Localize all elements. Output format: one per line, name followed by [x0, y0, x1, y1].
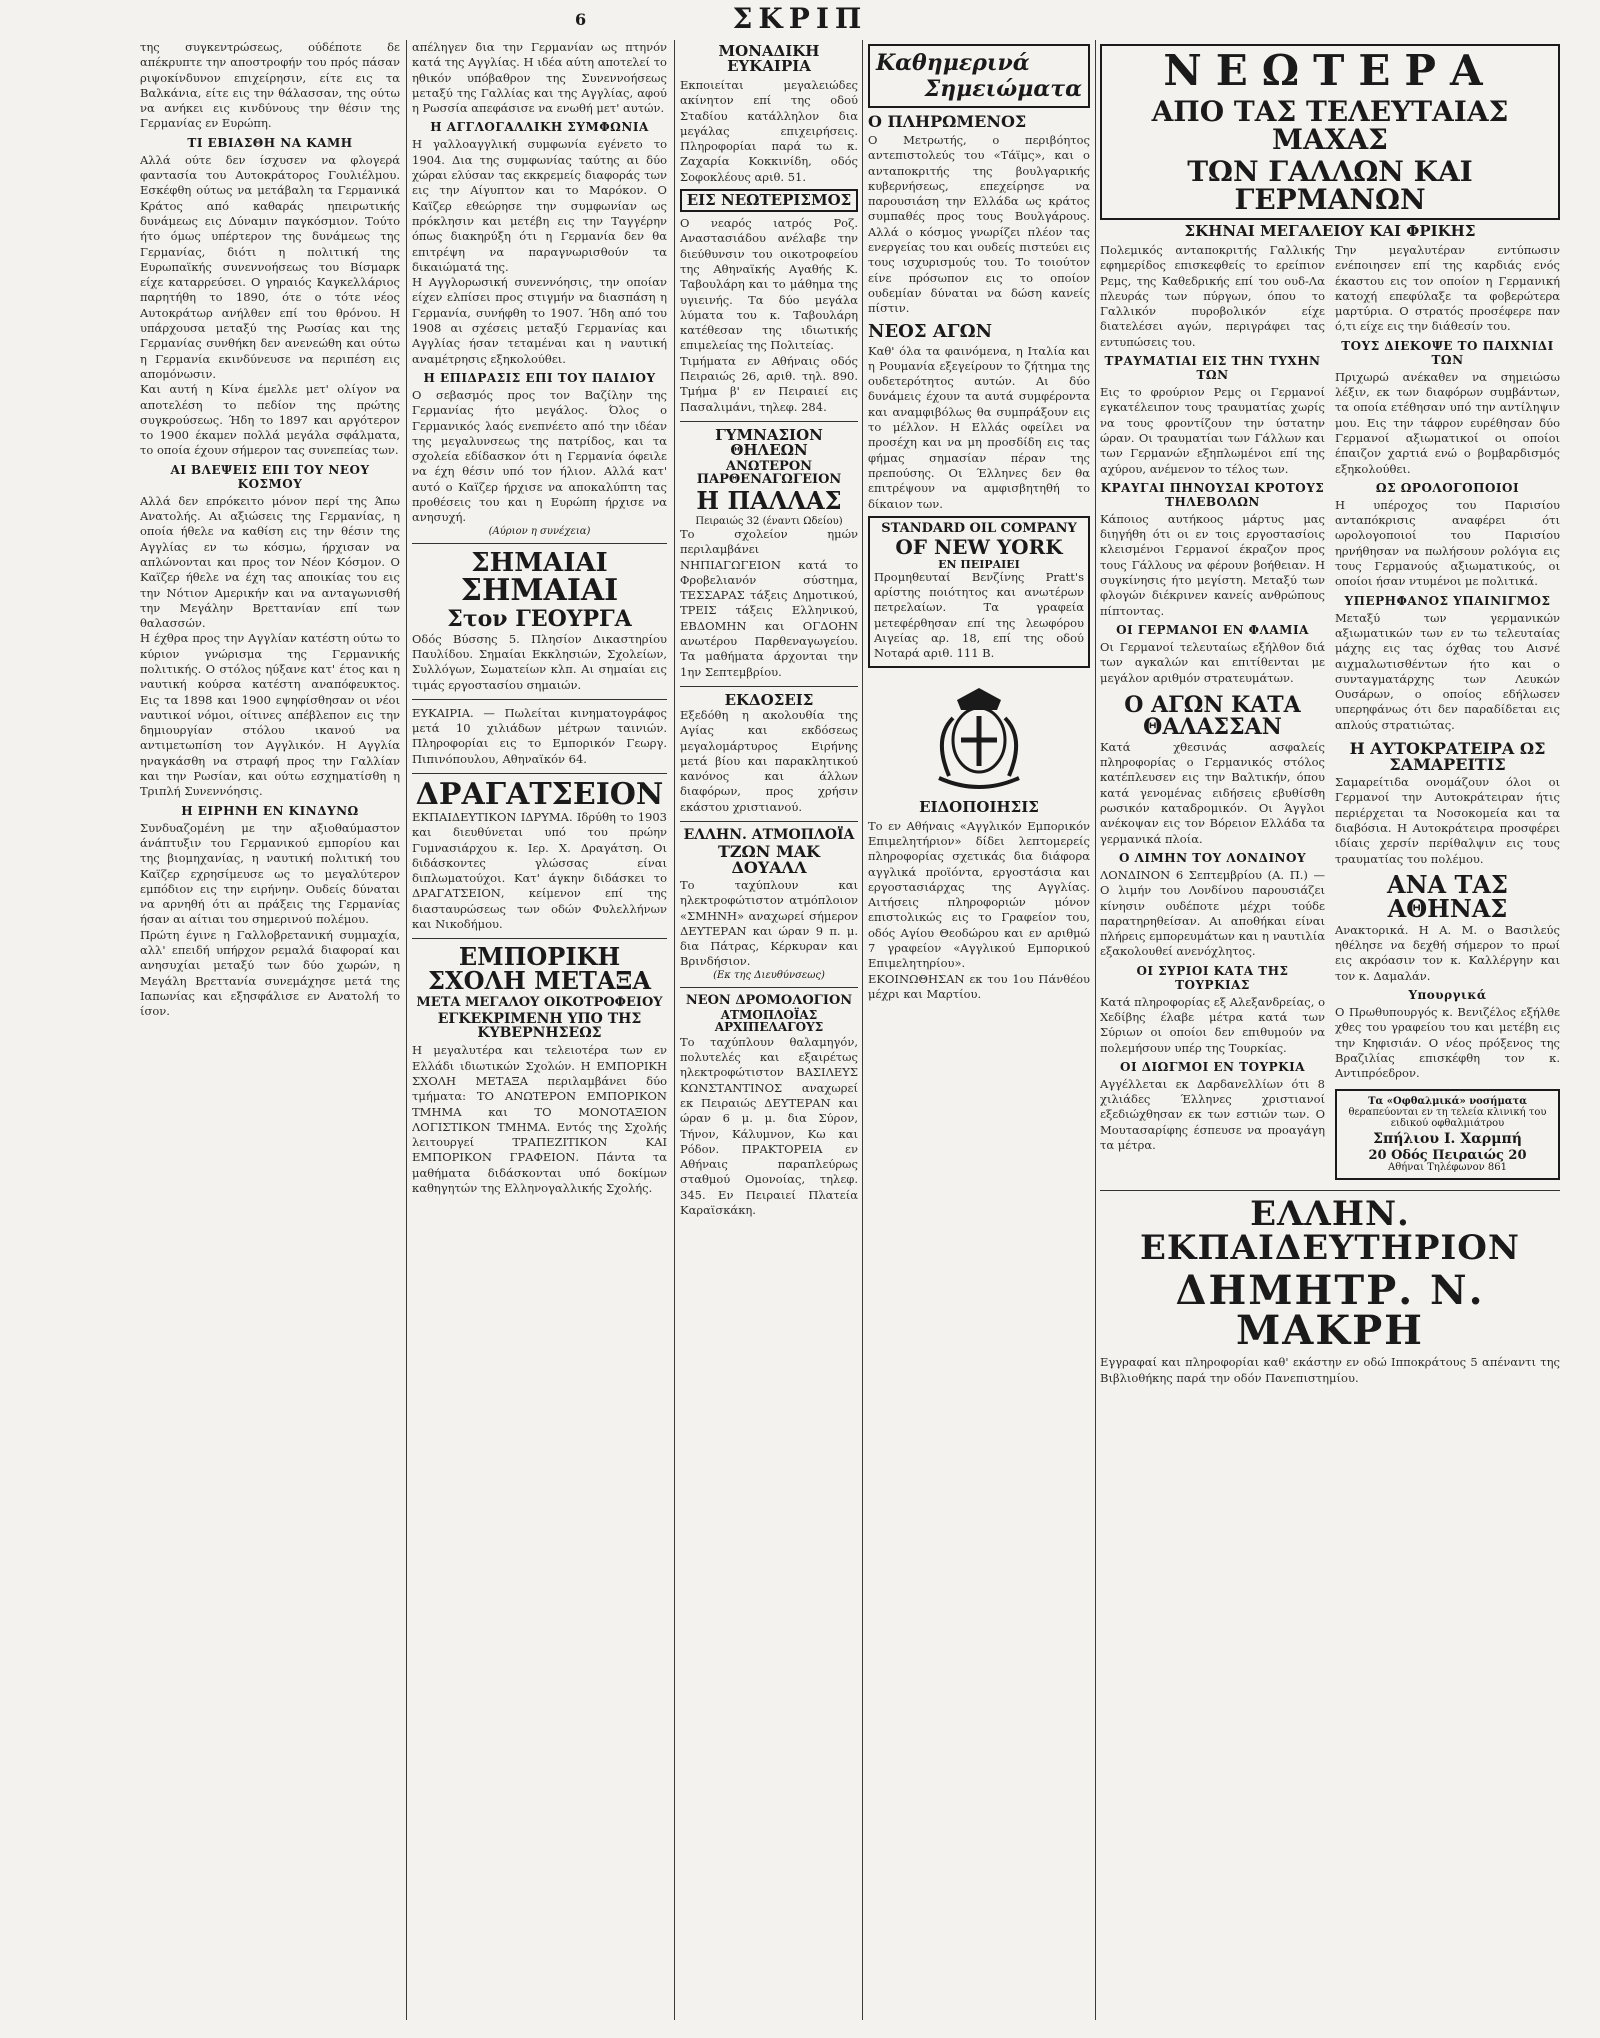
- section-heading: ΤΟΥΣ ΔΙΕΚΟΨΕ ΤΟ ΠΑΙΧΝΙΔΙ ΤΩΝ: [1341, 338, 1554, 367]
- article-text: Πριχωρώ ανέκαθεν να σημειώσω λέξιν, εκ των διαφόρων συμβάντων, τα οποία ετέθησαν υπό την αντίληψιν μου. Εις την τάφρον ευρέθησαν δύο Γερμανοί αξιωματικοί οι οποίοι έπαιζον χαρτιά ενώ ο βομβαρδισμός εξηκολούθει.: [1335, 369, 1560, 476]
- section-heading: ΕΙΣ ΝΕΩΤΕΡΙΣΜΟΣ: [686, 191, 852, 210]
- divider: [680, 686, 858, 687]
- ad-title: ΑΤΜΟΠΛΟΪΑΣ ΑΡΧΙΠΕΛΑΓΟΥΣ: [714, 1007, 824, 1034]
- article-text: Πρώτη έγινε η Γαλλοβρετανική συμμαχία, αλλ' επειδή υπήρχον ρεμαλά διαφοραί και ανησυχίαι μεταξύ των δύο χωρών, η Μεγάλη Βρεττανία συνεμάχησε μετά της Ιαπωνίας και εξησφάλισε εν Ανατολή το ίσον.: [140, 927, 400, 1019]
- section-heading: ΝΕΟΣ ΑΓΩΝ: [868, 320, 993, 342]
- article-text: Η υπέροχος του Παρισίου ανταπόκρισις αναφέρει ότι ωρολογοποιοί του Παρισίου ηρνήθησαν να πωλήσουν ρολόγια εις τους Γερμανούς αξιωματικούς, οι οποίοι ήσαν ντυμένοι με πολιτικά.: [1335, 497, 1560, 589]
- column-5: [1100, 40, 1560, 1386]
- section-heading: ΤΡΑΥΜΑΤΙΑΙ ΕΙΣ ΤΗΝ ΤΥΧΗΝ ΤΩΝ: [1104, 354, 1321, 383]
- section-heading: Η ΕΠΙΔΡΑΣΙΣ ΕΠΙ ΤΟΥ ΠΑΙΔΙΟΥ: [423, 370, 656, 385]
- ad-title: ΤΖΩΝ ΜΑΚ ΔΟΥΑΛΛ: [717, 841, 821, 877]
- ad-title: OF NEW YORK: [895, 534, 1063, 559]
- article-text: Ανακτορικά. Η Α. Μ. ο Βασιλεύς ηθέλησε να δεχθή σήμερον το πρωί εις ακρόασιν τον κ. Καλλέργην και τον κ. Δαμαλάν.: [1335, 922, 1560, 983]
- ad-address: 20 Οδός Πειραιώς 20: [1368, 1148, 1527, 1164]
- school-ad-title: ΕΜΠΟΡΙΚΗ ΣΧΟΛΗ ΜΕΤΑΞΑ: [428, 942, 651, 996]
- article-text: Οι Γερμανοί τελευταίως εξήλθον διά των αγκαλών και επιτίθενται με μεγάλον αριθμόν στρατευμάτων.: [1100, 639, 1325, 685]
- article-text: Αγγέλλεται εκ Δαρδανελλίων ότι 8 χιλιάδες Έλληνες χριστιανοί εξεδιώχθησαν εκ των εστιών των. Ο Μουτασαρίφης έσπευσε να προαγάγη τα μέτρα.: [1100, 1076, 1325, 1153]
- section-heading: ΑΙ ΒΛΕΨΕΙΣ ΕΠΙ ΤΟΥ ΝΕΟΥ ΚΟΣΜΟΥ: [170, 462, 370, 491]
- ad-title: Σπήλιου Ι. Χαρμπή: [1373, 1131, 1522, 1148]
- section-heading: ΟΙ ΣΥΡΙΟΙ ΚΑΤΑ ΤΗΣ ΤΟΥΡΚΙΑΣ: [1136, 963, 1289, 992]
- section-heading: Ο ΛΙΜΗΝ ΤΟΥ ΛΟΝΔΙΝΟΥ: [1118, 850, 1307, 865]
- column-masthead: [868, 44, 1090, 108]
- section-heading: Υπουργικά: [1408, 987, 1487, 1002]
- article-text: Πολεμικός ανταποκριτής Γαλλικής εφημερίδος επισκεφθείς το ερείπιον Ρεμς, της Καθεδρικής επί του ουδ-Λα πλευράς των πύργων, όπου το Γαλλικόν πυροβολικόν είχε διατελέσει αγών, περιγράφει τας εντυπώσεις του.: [1100, 243, 1325, 349]
- section-heading: ΟΙ ΔΙΩΓΜΟΙ ΕΝ ΤΟΥΡΚΙΑ: [1119, 1059, 1305, 1074]
- article-text: Σαμαρείτιδα ονομάζουν όλοι οι Γερμανοί την Αυτοκράτειραν ήτις περιέρχεται τα Νοσοκομεία και τα διαβόσια. Η Αυτοκράτειρα προσφέρει ιδίαις χερσίν περίθαλψιν εις τους τραυματίας του πολέμου.: [1335, 775, 1560, 866]
- article-text: Αλλά ούτε δεν ίσχυσεν να φλογερά φαντασία του Αυτοκράτορος Γουλιέλμου. Εσκέφθη ούτως να μετάβαλη τα Γερμανικά Κράτος από καθαράς ηπειρωτικής δυνάμεως εις Δύναμιν παγκόσμιον. Τούτο ήτο όμως υπέρτερον της δυνάμεως της Γερμανίας, διότι η πολιτική της Ευρωπαϊκής συνεννοήσεως του Βίσμαρκ είχε καταρρεύσει. Ο γηραιός Καγκελλάριος παρητήθη το 1890, ότε ο τότε νέος Αυτοκράτωρ ανήλθεν επί του θρόνου. Η υπάρχουσα μεταξύ της Ρωσίας και της Γερμανίας συνθήκη δεν ανενεώθη και ούτω η Γερμανία εκινδύνευσε να περιπέση εις απομόνωσιν.: [140, 152, 400, 381]
- article-text: Ο Μετρωτής, ο περιβόητος αντεπιστολεύς του «Τάϊμς», και ο ανταποκριτής της βουλγαρικής κυβερνήσεως, επεχείρησε να παρουσιάση την Ελλάδα ως κράτος συμπαθές προς τους Βουλγάρους. Αλλά ο κόσμος γνωρίζει πλέον τας ενεργείας του και ουδείς πιστεύει εις τους ισχυρισμούς του. Το τοιούτον είνε πρόσωπον εις το οποίον ουδεμίαν δύναται να δώση κανείς πίστιν.: [868, 133, 1090, 316]
- section-heading: ΟΙ ΓΕΡΜΑΝΟΙ ΕΝ ΦΛΑΜΙΑ: [1116, 622, 1309, 637]
- divider: [412, 699, 667, 700]
- page-number: 6: [575, 10, 587, 29]
- ad-signature: (Εκ της Διευθύνσεως): [713, 969, 825, 981]
- article-text: Την μεγαλυτέραν εντύπωσιν ενέποιησεν επί της καρδιάς ενός έκαστου εις τον οποίον η Γερμανική κατοχή επεφύλαξε τα φοβερώτερα μαρτύρια. Ο στρατός προσέφερε παν ό,τι είχε εις την διάθεσίν του.: [1335, 243, 1560, 334]
- ad-title: Η ΠΑΛΛΑΣ: [696, 485, 842, 515]
- ad-text: Το ταχύπλουν θαλαμηγόν, πολυτελές και εξαιρέτως ηλεκτροφώτιστον ΒΑΣΙΛΕΥΣ ΚΩΝΣΤΑΝΤΙΝΟΣ αναχωρεί εκ Πειραιώς ΔΕΥΤΕΡΑΝ και ώραν 6 μ. μ. δια Σύρον, Τήνον, Κάλυμνον, Κω και Ρόδον. ΠΡΑΚΤΟΡΕΙΑ εν Αθήναις παραπλεύρως σταθμού Ομονοίας, τηλεφ. 345. Εν Πειραιεί Πλατεία Καραϊσκάκη.: [680, 1034, 858, 1218]
- masthead: [0, 0, 1600, 40]
- section-heading: Η ΑΓΓΛΟΓΑΛΛΙΚΗ ΣΥΜΦΩΝΙΑ: [430, 120, 649, 135]
- article-text: Εξεδόθη η ακολουθία της Αγίας και εκδόσεως μεγαλομάρτυρος Ειρήνης μετά βίου και παρακλητικού κανόνος και άλλων διαφόρων, προς χρήσιν εκάστου χριστιανού.: [680, 707, 858, 814]
- section-heading: Η ΕΙΡΗΝΗ ΕΝ ΚΙΝΔΥΝΩ: [181, 803, 359, 818]
- ad-text: Οδός Βύσσης 5. Πλησίον Δικαστηρίου Παυλίδου. Σημαίαι Εκκλησιών, Σχολείων, Συλλόγων, Σωματείων κλπ. Αι σημαίαι εις τιμάς εργοστασίου σημαιών.: [412, 631, 667, 692]
- divider: [1100, 1190, 1560, 1191]
- flags-ad-title: ΣΗΜΑΙΑΙ: [460, 572, 619, 608]
- royal-crest-icon: [919, 678, 1039, 796]
- article-text: Κάποιος αυτήκοος μάρτυς μας διηγήθη ότι οι εν τοις εργοστασίοις κλεισμένοι Γερμανοί έκραζον προς τους Γάλλους να φέρουν βοήθειαν. Η συγκίνησις ήτο μεγίστη. Μεταξύ των φλογών διέκρινεν κανείς ανθρώπους πίπτοντας.: [1100, 511, 1325, 618]
- ad-text: ΕΥΚΑΙΡΙΑ. — Πωλείται κινηματογράφος μετά 10 χιλιάδων μέτρων ταινιών. Πληροφορίαι εις το Εμπορικόν Γεωργ. Πιπινόπουλου, Αθηναϊκόν 64.: [412, 705, 667, 766]
- article-text: της συγκεντρώσεως, ούδέποτε δε απέκρυπτε την αποστροφήν του πρός πάσαν ριψοκίνδυνον επιχείρησιν, είτε εις τα Βαλκάνια, είτε εις την θάλασσαν, της ούτω να ανήκει εις κινδύνους την θέσιν της Γερμανίας εν Ευρώπη.: [140, 40, 400, 131]
- section-heading: Η ΑΥΤΟΚΡΑΤΕΙΡΑ ΩΣ ΣΑΜΑΡΕΙΤΙΣ: [1349, 739, 1546, 775]
- section-heading: ΥΠΕΡΗΦΑΝΟΣ ΥΠΑΙΝΙΓΜΟΣ: [1344, 593, 1551, 608]
- paper-name: ΣΚΡΙΠ: [732, 2, 868, 35]
- column-4: [868, 40, 1090, 1002]
- article-text: ΕΚΟΙΝΩΘΗΣΑΝ εκ του 1ου Πάνθέου μέχρι και Μαρτίου.: [868, 971, 1090, 1001]
- school-ad-subtitle: ΜΕΤΑ ΜΕΓΑΛΟΥ ΟΙΚΟΤΡΟΦΕΙΟΥ: [416, 995, 663, 1011]
- continuation-note: (Αύριον η συνέχεια): [488, 525, 591, 537]
- column-rule: [1095, 40, 1096, 2020]
- ad-title: ΜΟΝΑΔΙΚΗ ΕΥΚΑΙΡΙΑ: [718, 42, 820, 75]
- ad-title: ΕΛΛΗΝ. ΑΤΜΟΠΛΟΪΑ: [683, 826, 855, 843]
- ad-text: Το σχολείον ημών περιλαμβάνει ΝΗΠΙΑΓΩΓΕΙΟΝ κατά το Φροβελιανόν σύστημα, ΤΕΣΣΑΡΑΣ τάξεις Δημοτικού, ΤΡΕΙΣ τάξεις Ελληνικού, ΕΒΔΟΜΗΝ και ΟΓΔΟΗΝ ανωτέρου Παρθεναγωγείου. Τα μαθήματα άρχονται την 1ην Σεπτεμβρίου.: [680, 526, 858, 679]
- column-3: [680, 40, 858, 1218]
- news-headline: ΤΩΝ ΓΑΛΛΩΝ ΚΑΙ ΓΕΡΜΑΝΩΝ: [1187, 155, 1473, 216]
- ad-title: ΑΝΩΤΕΡΟΝ ΠΑΡΘΕΝΑΓΩΓΕΙΟΝ: [696, 458, 842, 487]
- article-text: Η Αγγλορωσική συνεννόησις, την οποίαν είχεν ελπίσει προς στιγμήν να διασπάση η Γερμανία, συνήφθη το 1907. Ήδη από του 1908 αι σχέσεις μεταξύ Γερμανίας και Αγγλίας ήσαν τεταμέναι και η ναυτική αναμέτρησις εξηκολούθει.: [412, 275, 667, 366]
- article-text: Ο Πρωθυπουργός κ. Βενιζέλος εξήλθε χθες του γραφείου του και μετέβη εις την Κηφισιάν. Ο νέος πρόξενος της Βραζιλίας επισκέφθη τον κ. Αντιπρόεδρον.: [1335, 1004, 1560, 1081]
- section-heading: ΕΙΔΟΠΟΙΗΣΙΣ: [919, 797, 1039, 816]
- school-ad-title: ΔΗΜΗΤΡ. Ν. ΜΑΚΡΗ: [1175, 1267, 1485, 1355]
- divider: [680, 421, 858, 422]
- article-text: Ο νεαρός ιατρός Ροζ. Αναστασιάδου ανέλαβε την διεύθυνσιν του οικοτροφείου της Αθηναϊκής Αγαθής Κ. Ταβουλάρη και το μάθημα της υγιεινής. Τα δύο μεγάλα λύματα του κ. Ταβουλάρη κατέθεσαν της ιδιωτικής επιμελείας της Πολιτείας.: [680, 216, 858, 353]
- divider: [680, 987, 858, 988]
- divider: [412, 543, 667, 544]
- article-text: Συνδυαζομένη με την αξιοθαύμαστον άνάπτυξιν του Γερμανικού εμπορίου και της βιομηχανίας, η ναυτική πολιτική του Καϊζερ εχρησίμευσε ως το μεγαλύτερον εμπόδιον εις την ειρήνην. Ουδείς δύναται να αρνηθή ότι αι πράξεις της Γερμανίας ήσαν αι αίτιαι του σημερινού πολέμου.: [140, 820, 400, 927]
- ad-text: Η μεγαλυτέρα και τελειοτέρα των εν Ελλάδι ιδιωτικών Σχολών. Η ΕΜΠΟΡΙΚΗ ΣΧΟΛΗ ΜΕΤΑΞΑ περιλαμβάνει δύο τμήματα: ΤΟ ΑΝΩΤΕΡΟΝ ΕΜΠΟΡΙΚΟΝ ΤΜΗΜΑ και ΤΟ ΜΟΝΟΤΑΞΙΟΝ ΛΟΓΙΣΤΙΚΟΝ ΤΜΗΜΑ. Εντός της Σχολής λειτουργεί ΤΡΑΠΕΖΙΤΙΚΟΝ ΚΑΙ ΕΜΠΟΡΙΚΟΝ ΓΡΑΦΕΙΟΝ. Πάντα τα μαθήματα διδάσκονται υπό δοκίμων καθηγητών της Ελληνογαλλικής Σχολής.: [412, 1043, 667, 1196]
- article-text: Κατά πληροφορίας εξ Αλεξανδρείας, ο Χεδίβης έλαβε μέτρα κατά των Σύριων οι οποίοι δεν επιθυμούν να πολεμήσουν υπέρ της Τουρκίας.: [1100, 994, 1325, 1055]
- divider: [412, 938, 667, 939]
- flags-ad-shop: Στον ΓΕΟΥΡΓΑ: [447, 605, 632, 632]
- news-title: ΝΕΩΤΕΡΑ: [1163, 46, 1497, 95]
- article-text: Αλλά δεν επρόκειτο μόνον περί της Άπω Ανατολής. Αι αξιώσεις της Γερμανίας, η οποία ήθελε να καθίση εις την θέσιν της Αγγλίας εν τω κόσμω, ήρχισαν να απλώνονται και προς τον Νέον Κόσμον. Ο Καϊζερ ήθελε να έχη τας αποικίας του εις την Νότιον Αμερικήν και να ανταγωνισθή την Μεγάλην Βρεττανίαν επί των θαλασσών.: [140, 493, 400, 631]
- news-right-column: [1335, 243, 1560, 1184]
- section-heading: Ο ΠΛΗΡΩΜΕΝΟΣ: [868, 112, 1027, 131]
- school-ad-title: ΔΡΑΓΑΤΣΕΙΟΝ: [415, 776, 664, 812]
- ad-title: ΝΕΟΝ ΔΡΟΜΟΛΟΓΙΟΝ: [685, 992, 853, 1008]
- section-heading: ΚΡΑΥΓΑΙ ΠΗΝΟΥΣΑΙ ΚΡΟΤΟΥΣ ΤΗΛΕΒΟΛΩΝ: [1100, 480, 1325, 509]
- ad-phone: Αθήναι Τηλέφωνον 861: [1388, 1162, 1507, 1174]
- ad-text: θεραπεύονται εν τη τελεία κλινική του ειδικού οφθαλμιάτρου: [1348, 1107, 1547, 1130]
- news-headline: ΑΠΟ ΤΑΣ ΤΕΛΕΥΤΑΙΑΣ ΜΑΧΑΣ: [1151, 95, 1509, 156]
- section-heading: ΤΙ ΕΒΙΑΣΘΗ ΝΑ ΚΑΜΗ: [187, 135, 353, 150]
- news-banner: [1100, 44, 1560, 220]
- column-2: [412, 40, 667, 1196]
- ad-text: ΕΚΠΑΙΔΕΥΤΙΚΟΝ ΙΔΡΥΜΑ. Ιδρύθη το 1903 και διευθύνεται υπό του πρώην Γυμνασιάρχου κ. Ιερ. Χ. Δραγάτση. Οι διδάσκοντες γλώσσας είναι διπλωματούχοι. Κατ' άγκην διδάσκει το ΔΡΑΓΑΤΣΕΙΟΝ, κείμενον επί της διασταυρώσεως των οδών Φυλελλήνων και Νικοδήμου.: [412, 809, 667, 932]
- ad-title: STANDARD OIL COMPANY: [881, 520, 1077, 536]
- article-text: Και αυτή η Κίνα έμελλε μετ' ολίγον να αποτελέση το πεδίον της πρώτης συγκρούσεως. Ήδη το 1897 και αργότερον το 1900 έκαμεν πολλά μεγάλα σφάλματα, το οποία έχουν σήμερον τας συνεπείας των.: [140, 382, 400, 458]
- article-text: Μεταξύ των γερμανικών αξιωματικών των εν τω τελευταίας μάχης εις τας όχθας του Αισνέ αιχμαλωτισθέντων ήτο και ο συνταγματάρχης των Λευκών Ουσάρων, ο οποίος εδήλωσεν υπερηφάνως ότι δεν παραδίδεται εις απλούς στρατιώτας.: [1335, 610, 1560, 732]
- school-ad-title: ΕΛΛΗΝ. ΕΚΠΑΙΔΕΥΤΗΡΙΟΝ: [1139, 1194, 1520, 1269]
- article-text: Το εν Αθήναις «Αγγλικόν Εμπορικόν Επιμελητήριον» δίδει λεπτομερείς πληροφορίας σχετικάς δια διάφορα αγγλικά προϊόντα, εργοστάσια και εργοστασιάρχας της Αγγλίας. Αιτήσεις πληροφοριών μόνον επιστολικώς εις το Γραφείον του, οδός Αγίου Θεοδώρου και εν αριθμώ 7 γραφείον «Αγγλικού Εμπορικού Επιμελητηρίου».: [868, 818, 1090, 971]
- article-text: Εις το φρούριον Ρεμς οι Γερμανοί εγκατέλειπον τους τραυματίας χωρίς να τους φροντίζουν την ύστατην ώραν. Οι τραυματίαι των Γάλλων και των Γερμανών εξηπλωμένοι επί της αχύρου, ανέμενον το τέλος των.: [1100, 385, 1325, 476]
- column-title: Καθημερινά: [876, 50, 1030, 76]
- section-heading: Ο ΑΓΩΝ ΚΑΤΑ ΘΑΛΑΣΣΑΝ: [1124, 691, 1301, 740]
- ad-title: Τα «Οφθαλμικά» νοσήματα: [1368, 1096, 1527, 1108]
- ad-text: Εγγραφαί και πληροφορίαι καθ' εκάστην εν οδώ Ιπποκράτους 5 απέναντι της Βιβλιοθήκης παρά την οδόν Πανεπιστημίου.: [1100, 1355, 1560, 1385]
- news-columns: [1100, 243, 1560, 1184]
- ad-address: Πειραιώς 32 (έναντι Ωδείου): [695, 515, 843, 527]
- eye-clinic-ad: [1335, 1089, 1560, 1180]
- article-text: Κατά χθεσινάς ασφαλείς πληροφορίας ο Γερμανικός στόλος κατέπλευσεν εις την Βαλτικήν, όπου κατά γενομένας ειδήσεις εβυθίσθη ρωσικόν καταδρομικόν. Οι Άγγλοι ανέκοψαν εις τον Βόρειον Ελλάδα τα γερμανικά πλοία.: [1100, 739, 1325, 846]
- section-heading: ΑΝΑ ΤΑΣ ΑΘΗΝΑΣ: [1387, 869, 1508, 923]
- section-box: [680, 189, 858, 212]
- ad-title: ΕΝ ΠΕΙΡΑΙΕΙ: [938, 557, 1020, 571]
- article-text: Ο σεβασμός προς τον Βαζίλην της Γερμανίας ήτο μεγάλος. Όλος ο Γερμανικός λαός ενεπνέετο από την ιδέαν της μεγαλυνσεως της πατρίδος, και τα σχολεία εδίδασκον ότι η Γερμανία όφειλε να έχη θέσιν υπό τον ήλιον. Αλλά κατ' αυτό ο Καϊζερ ήρχισε να αποκαλύπτη τας προθέσεις του και η Ευρώπη ήρχισε να ανησυχή.: [412, 387, 667, 525]
- article-text: ΛΟΝΔΙΝΟΝ 6 Σεπτεμβρίου (Α. Π.) — Ο λιμήν του Λονδίνου παρουσιάζει κίνησιν ουδέποτε μέχρι τούδε παρατηρηθείσαν. Αι αποθήκαι είναι πλήρεις εμπορευμάτων και η ναυτιλία εξακολουθεί ανενόχλητος.: [1100, 867, 1325, 959]
- column-rule: [862, 40, 863, 2020]
- column-rule: [406, 40, 407, 2020]
- flags-ad-title: ΣΗΜΑΙΑΙ: [471, 547, 608, 578]
- article-text: Τιμήματα εν Αθήναις οδός Πειραιώς 26, αριθ. τηλ. 890. Τμήμα β' εν Πειραιεί εις Πασαλιμάνι, τηλεφ. 284.: [680, 353, 858, 414]
- column-rule: [674, 40, 675, 2020]
- school-ad-subtitle: ΕΓΚΕΚΡΙΜΕΝΗ ΥΠΟ ΤΗΣ ΚΥΒΕΡΝΗΣΕΩΣ: [437, 1011, 642, 1042]
- news-left-column: [1100, 243, 1325, 1184]
- divider: [680, 821, 858, 822]
- news-subheadline: ΣΚΗΝΑΙ ΜΕΓΑΛΕΙΟΥ ΚΑΙ ΦΡΙΚΗΣ: [1184, 222, 1476, 240]
- ad-text: Προμηθευταί Βενζίνης Pratt's αρίστης ποιότητος και ανωτέρων πετρελαίων. Τα γραφεία μετεφέρθησαν επί της λεωφόρου Αιγείας αρ. 18, επί της οδού Νοταρά αριθ. 111 Β.: [874, 569, 1084, 661]
- standard-oil-ad: [868, 516, 1090, 668]
- ad-text: Εκποιείται μεγαλειώδες ακίνητον επί της οδού Σταδίου κατάλληλον δια μεγάλας επιχειρήσεις. Πληροφορίαι παρά τω κ. Ζαχαρία Κοκκινίδη, οδός Σοφοκλέους αριθ. 51.: [680, 78, 858, 184]
- article-text: Καθ' όλα τα φαινόμενα, η Ιταλία και η Ρουμανία εξεγείρουν το ζήτημα της ουδετερότητος αυτών. Αι δύο δυνάμεις έχουν τα αυτά συμφέροντα και αναμφιβόλως θα συμπράξουν εις το μέλλον. Η Ελλάς οφείλει να προσέχη και να μη προσδίδη εις τας φήμας σημασίαν πέραν της πρεπούσης. Οι Έλληνες δεν θα επιτρέψουν να αμφισβητηθή το δίκαιον των.: [868, 343, 1090, 511]
- column-1: [140, 40, 400, 1020]
- section-heading: ΩΣ ΩΡΟΛΟΓΟΠΟΙΟΙ: [1375, 480, 1520, 495]
- column-title: Σημειώματα: [924, 76, 1082, 102]
- article-text: απέληγεν δια την Γερμανίαν ως πτηνόν κατά της Αγγλίας. Η ιδέα αύτη αποτελεί το ηθικόν υπόβαθρον της Συνεννοήσεως μεταξύ της Γαλλίας και της Αγγλίας, αφού η Ρωσσία απεφάσισε να ενωθή μετ' αυτών.: [412, 40, 667, 116]
- divider: [412, 773, 667, 774]
- section-heading: ΕΚΔΟΣΕΙΣ: [724, 690, 814, 709]
- ad-text: Το ταχύπλουν και ηλεκτροφώτιστον ατμόπλοιον «ΣΜΗΝΗ» αναχωρεί σήμερον ΔΕΥΤΕΡΑΝ και ώραν 9 π. μ. δια Πάτρας, Κέρκυραν και Βρινδήσιον.: [680, 877, 858, 969]
- article-text: Η έχθρα προς την Αγγλίαν κατέστη ούτω το κύριον γνώρισμα της Γερμανικής πολιτικής. Ο στόλος ηύξανε κατ' έτος και η ναυτική κούρσα κατέστη αναπόφευκτος. Εις τα 1898 και 1900 εψηφίσθησαν οι νέοι ναυτικοί νόμοι, οίτινες απέβλεπον εις την δημιουργίαν στόλου ικανού να αντιμετωπίση τον Αγγλικόν. Η Αγγλία ηναγκάσθη να στραφή προς την Γαλλίαν και την Ρωσίαν, και ούτω εσχηματίσθη η Τριπλή Συνεννόησις.: [140, 631, 400, 799]
- ad-title: ΓΥΜΝΑΣΙΟΝ ΘΗΛΕΩΝ: [715, 425, 823, 459]
- article-text: Η γαλλοαγγλική συμφωνία εγένετο το 1904. Δια της συμφωνίας ταύτης αι δύο χώραι ελύσαν τας εκκρεμείς διαφοράς των εις την Αίγυπτον και το Μαρόκον. Ο Καϊζερ εθεώρησε την συμφωνίαν ως πρόκλησιν και μετέβη εις την Ταγγέρην όπως διακηρύξη ότι η Γερμανία δεν θα επιτρέψη να παραγνωρισθούν τα δικαιώματά της.: [412, 137, 667, 274]
